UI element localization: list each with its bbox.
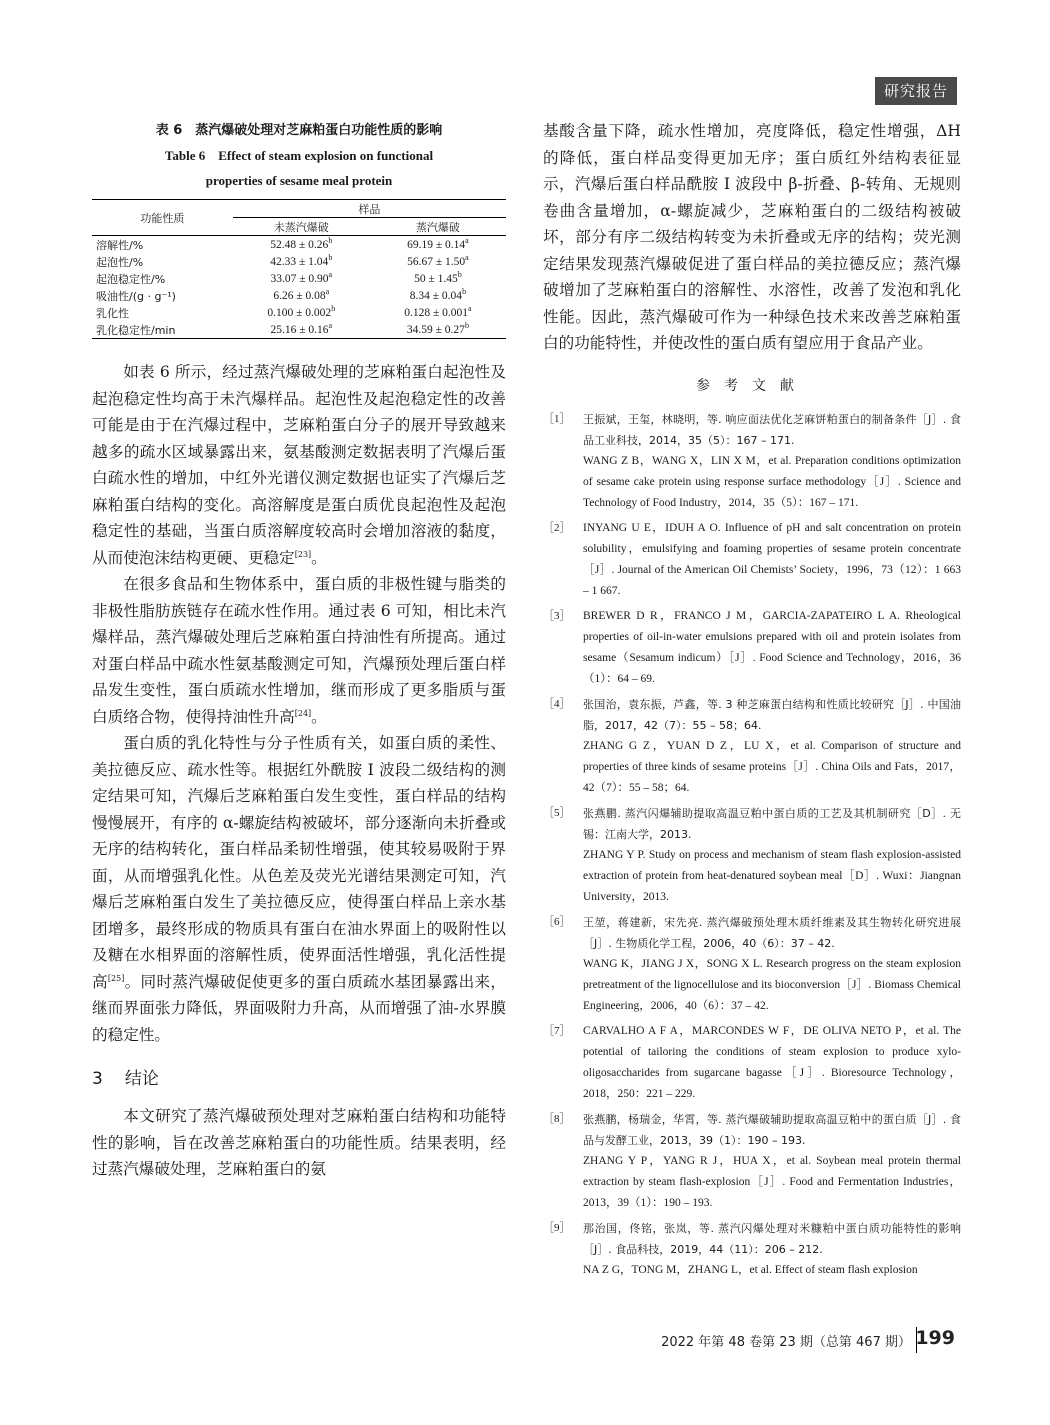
table-row <box>92 321 506 339</box>
reference-number: ［1］ <box>543 412 571 425</box>
col-header-treated: 蒸汽爆破 <box>370 218 506 236</box>
reference-item <box>543 1021 961 1105</box>
paragraph: 在很多食品和生物体系中，蛋白质的非极性键与脂类的非极性脂肪族链存在疏水性作用。通过表 6 可知，相比未汽爆样品，蒸汽爆破处理后芝麻粕蛋白持油性有所提高。通过对蛋白样品中疏水性氨基酸测定可知，汽爆预处理后蛋白样品发生变性，蛋白质疏水性增加，继而形成了更多脂质与蛋白质络合物，使得持油性升高[24]。 <box>92 575 506 726</box>
untreated-value: 42.33 ± 1.04$^b$ <box>270 252 333 268</box>
table-body <box>92 236 506 339</box>
reference-item <box>543 409 961 514</box>
reference-list <box>543 409 961 1281</box>
table-caption-en-1: Table 6 Effect of steam explosion on functional <box>164 148 434 163</box>
section-heading: 3 结论 <box>92 1069 159 1089</box>
reference-number: ［8］ <box>543 1112 571 1125</box>
reference-en: INYANG U E，IDUH A O. Influence of pH and salt concentration on protein solubility，emulsifying and foaming properties of sesame protein concentrate［J］. Journal of the American Oil Chemists’ Society，1996，73（12）：1 663 – 1 667. <box>583 521 961 597</box>
section-badge: 研究报告 <box>875 77 957 105</box>
reference-cn: 王振斌，王玺，林晓明，等. 响应面法优化芝麻饼粕蛋白的制备条件［J］. 食品工业科技，2014，35（5）：167 – 171. <box>583 412 961 447</box>
reference-item <box>543 606 961 690</box>
col-header-samples: 样品 <box>233 200 506 218</box>
reference-number: ［3］ <box>543 609 571 622</box>
reference-en: NA Z G，TONG M，ZHANG L，et al. Effect of steam flash explosion <box>583 1263 918 1276</box>
reference-item <box>543 1109 961 1214</box>
col-header-untreated: 未蒸汽爆破 <box>233 218 370 236</box>
reference-number: ［2］ <box>543 521 571 534</box>
table-row <box>92 253 506 270</box>
reference-en: CARVALHO A F A，MARCONDES W F，DE OLIVA NETO P，et al. The potential of tailoring the conditions of steam explosion to produce xylo-oligosaccharides from sugarcane bagasse［J］. Bioresource Technology，2018，250：221 – 229. <box>583 1024 961 1100</box>
reference-item <box>543 912 961 1017</box>
property-label: 乳化稳定性/min <box>92 321 233 339</box>
reference-item <box>543 803 961 908</box>
property-label: 起泡性/% <box>96 255 144 269</box>
reference-number: ［9］ <box>543 1221 571 1234</box>
property-label: 乳化性 <box>96 306 129 320</box>
reference-item <box>543 694 961 799</box>
right-column <box>543 118 961 1285</box>
untreated-value: 33.07 ± 0.90$^a$ <box>270 269 333 285</box>
reference-en: ZHANG Y P. Study on process and mechanism of steam flash explosion-assisted extraction of protein from heat-denatured soybean meal［D］. Wuxi：Jiangnan University，2013. <box>583 848 961 903</box>
reference-en: BREWER D R，FRANCO J M，GARCIA-ZAPATEIRO L A. Rheological properties of oil-in-water emulsions prepared with oil and protein isolates from sesame（Sesamum indicum）［J］. Food Science and Technology，2016，36（1）：64 – 69. <box>583 609 961 685</box>
left-column <box>92 118 506 1183</box>
untreated-value: 25.16 ± 0.16$^a$ <box>233 321 370 339</box>
table-row <box>92 270 506 287</box>
paragraph: 基酸含量下降，疏水性增加，亮度降低，稳定性增强，ΔH 的降低，蛋白样品变得更加无序；蛋白质红外结构表征显示，汽爆后蛋白样品酰胺 I 波段中 β-折叠、β-转角、无规则卷曲含量增加，α-螺旋减少，芝麻粕蛋白的二级结构被破坏，部分有序二级结构转变为未折叠或无序的结构；荧光测定结果发现蒸汽爆破促进了蛋白样品的美拉德反应；蒸汽爆破增加了芝麻粕蛋白的溶解性、水溶性，改善了发泡和乳化性能。因此，蒸汽爆破可作为一种绿色技术来改善芝麻粕蛋白的功能特性，并使改性的蛋白质有望应用于食品产业。 <box>543 122 961 352</box>
table-row <box>92 236 506 254</box>
table-row <box>92 287 506 304</box>
treated-value: 69.19 ± 0.14$^a$ <box>407 235 469 251</box>
untreated-value: 52.48 ± 0.26$^b$ <box>270 235 333 251</box>
table-row <box>92 304 506 321</box>
table-caption-cn: 表 6 蒸汽爆破处理对芝麻粕蛋白功能性质的影响 <box>155 123 443 138</box>
reference-number: ［6］ <box>543 915 571 928</box>
reference-en: ZHANG G Z，YUAN D Z，LU X，et al. Comparison of structure and properties of three kinds of sesame proteins［J］. China Oils and Fats，2017，42（7）：55 – 58；64. <box>583 739 961 794</box>
reference-cn: 张燕鹏. 蒸汽闪爆辅助提取高温豆粕中蛋白质的工艺及其机制研究［D］. 无锡：江南大学，2013. <box>583 806 961 841</box>
property-label: 溶解性/% <box>96 238 144 252</box>
table-6 <box>92 199 506 339</box>
references-heading: 参考文献 <box>696 377 808 394</box>
reference-cn: 那治国，佟铭，张岚，等. 蒸汽闪爆处理对米糠粕中蛋白质功能特性的影响［J］. 食品科技，2019，44（11）：206 – 212. <box>583 1221 961 1256</box>
reference-cn: 张燕鹏，杨瑞金，华霄，等. 蒸汽爆破辅助提取高温豆粕中的蛋白质［J］. 食品与发酵工业，2013，39（1）：190 – 193. <box>583 1112 961 1147</box>
paragraph: 蛋白质的乳化特性与分子性质有关，如蛋白质的柔性、美拉德反应、疏水性等。根据红外酰胺 I 波段二级结构的测定结果可知，汽爆后芝麻粕蛋白发生变性，蛋白样品的结构慢慢展开，有序的 α-螺旋结构被破坏，部分逐渐向未折叠或无序的结构转化，蛋白样品柔韧性增强，使其较易吸附于界面，从而增强乳化性。从色差及荧光光谱结果测定可知，汽爆后芝麻粕蛋白发生了美拉德反应，使得蛋白样品上亲水基团增多，最终形成的物质具有蛋白在油水界面上的吸附性以及糖在水相界面的溶解性质，使界面活性增强，乳化活性提高[25]。同时蒸汽爆破促使更多的蛋白质疏水基团暴露出来，继而界面张力降低，界面吸附力升高，从而增强了油-水界膜的稳定性。 <box>92 734 506 1044</box>
page-footer <box>661 1325 961 1355</box>
reference-cn: 王堃，蒋建新，宋先亮. 蒸汽爆破预处理木质纤维素及其生物转化研究进展［J］. 生物质化学工程，2006，40（6）：37 – 42. <box>583 915 961 950</box>
reference-number: ［5］ <box>543 806 571 819</box>
issue-info: 2022 年第 48 卷第 23 期（总第 467 期） <box>661 1335 911 1350</box>
col-header-property: 功能性质 <box>92 200 233 236</box>
reference-en: ZHANG Y P，YANG R J，HUA X，et al. Soybean meal protein thermal extraction by steam flash-explosion［J］. Food and Fermentation Industries，2013，39（1）：190 – 193. <box>583 1154 961 1209</box>
paragraph: 本文研究了蒸汽爆破预处理对芝麻粕蛋白结构和功能特性的影响，旨在改善芝麻粕蛋白的功能性质。结果表明，经过蒸汽爆破处理，芝麻粕蛋白的氨 <box>92 1107 506 1178</box>
reference-number: ［4］ <box>543 697 571 710</box>
treated-value: 8.34 ± 0.04$^b$ <box>409 286 467 302</box>
paragraph: 如表 6 所示，经过蒸汽爆破处理的芝麻粕蛋白起泡性及起泡稳定性均高于未汽爆样品。起泡性及起泡稳定性的改善可能是由于在汽爆过程中，芝麻粕蛋白分子的展开导致越来越多的疏水区域暴露出来，氨基酸测定数据表明了汽爆后蛋白疏水性的增加，中红外光谱仪测定数据也证实了汽爆后芝麻粕蛋白结构的变化。高溶解度是蛋白质优良起泡性及起泡稳定性的基础，当蛋白质溶解度较高时会增加溶液的黏度，从而使泡沫结构更硬、更稳定[23]。 <box>92 363 506 567</box>
reference-item <box>543 1218 961 1281</box>
property-label: 起泡稳定性/% <box>96 272 166 286</box>
untreated-value: 6.26 ± 0.08$^a$ <box>273 286 330 302</box>
property-label: 吸油性/(g · g⁻¹) <box>96 289 176 303</box>
table-caption-en-2: properties of sesame meal protein <box>205 173 393 188</box>
treated-value: 0.128 ± 0.001$^a$ <box>404 303 472 319</box>
treated-value: 56.67 ± 1.50$^a$ <box>407 252 469 268</box>
reference-cn: 张国治，袁东振，芦鑫，等. 3 种芝麻蛋白结构和性质比较研究［J］. 中国油脂，2017，42（7）：55 – 58；64. <box>583 697 961 732</box>
untreated-value: 0.100 ± 0.002$^b$ <box>267 303 336 319</box>
reference-number: ［7］ <box>543 1024 571 1037</box>
reference-en: WANG Z B，WANG X，LIN X M，et al. Preparation conditions optimization of sesame cake protein using response surface methodology［J］. Science and Technology of Food Industry，2014，35（5）：167 – 171. <box>583 454 961 509</box>
treated-value: 34.59 ± 0.27$^b$ <box>370 321 506 339</box>
reference-item <box>543 518 961 602</box>
treated-value: 50 ± 1.45$^b$ <box>414 269 462 285</box>
page-number: 199 <box>915 1327 955 1349</box>
reference-en: WANG K，JIANG J X，SONG X L. Research progress on the steam explosion pretreatment of the lignocellulose and its bioconversion［J］. Biomass Chemical Engineering，2006，40（6）：37 – 42. <box>583 957 961 1012</box>
